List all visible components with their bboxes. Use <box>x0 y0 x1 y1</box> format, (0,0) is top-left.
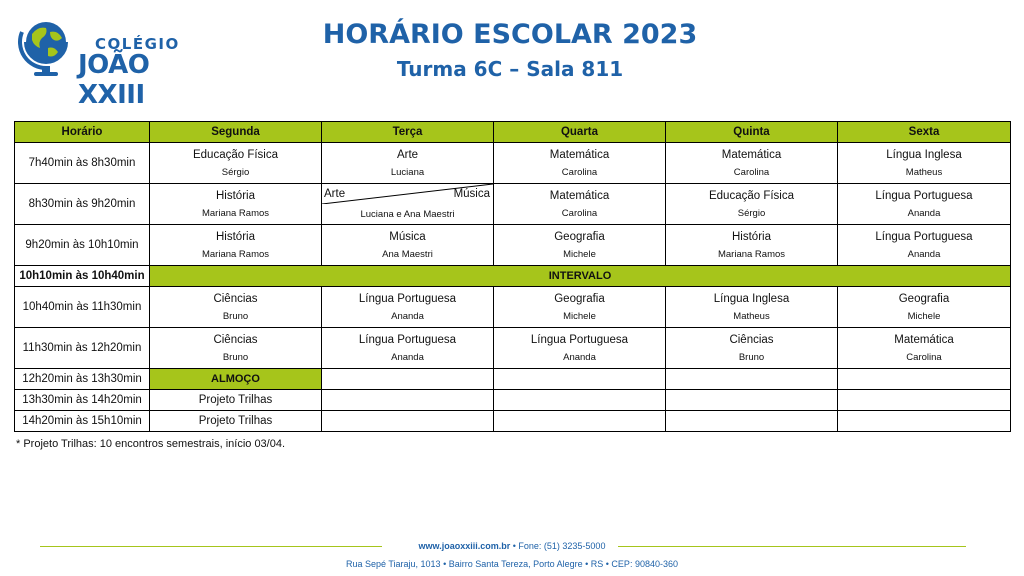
time-cell: 11h30min às 12h20min <box>15 328 150 369</box>
subject-name: Música <box>389 230 426 243</box>
lesson-cell <box>838 287 1011 328</box>
table-row <box>15 143 1011 184</box>
empty-cell <box>494 390 666 411</box>
lesson-cell <box>322 143 494 184</box>
teacher-name: Bruno <box>738 351 765 363</box>
lesson-cell <box>666 225 838 266</box>
lunch-label: ALMOÇO <box>150 369 322 390</box>
time-cell: 8h30min às 9h20min <box>15 184 150 225</box>
table-row <box>15 225 1011 266</box>
school-logo <box>18 12 218 110</box>
subject-name: Língua Portuguesa <box>358 333 457 346</box>
empty-cell <box>666 411 838 432</box>
lesson-cell <box>838 328 1011 369</box>
lesson-cell <box>494 184 666 225</box>
subject-name: Língua Portuguesa <box>875 189 973 202</box>
header-row <box>15 122 1011 143</box>
subject-name: Educação Física <box>708 189 794 202</box>
subject-name-right: Música <box>453 188 490 200</box>
empty-cell <box>322 390 494 411</box>
subject-name: Ciências <box>729 333 774 346</box>
empty-cell <box>322 411 494 432</box>
lesson-cell <box>494 225 666 266</box>
subject-name: Matemática <box>549 189 610 202</box>
empty-cell <box>666 369 838 390</box>
table-row <box>15 184 1011 225</box>
subject-name: Língua Inglesa <box>886 148 962 161</box>
logo-line-2: JOÃO XXIII <box>78 50 150 110</box>
subject-name: Língua Portuguesa <box>358 292 457 305</box>
teacher-name: Mariana Ramos <box>201 248 270 260</box>
time-cell: 13h30min às 14h20min <box>15 390 150 411</box>
lesson-cell <box>322 287 494 328</box>
lunch-row <box>15 369 1011 390</box>
subject-name: Língua Inglesa <box>713 292 790 305</box>
lesson-cell <box>322 225 494 266</box>
lesson-cell <box>494 143 666 184</box>
page-title: HORÁRIO ESCOLAR 2023 <box>322 19 698 50</box>
footer-phone: • Fone: (51) 3235-5000 <box>510 541 606 551</box>
time-cell: 10h40min às 11h30min <box>15 287 150 328</box>
teacher-name: Michele <box>563 248 596 260</box>
subject-name: Arte <box>396 148 419 161</box>
lesson-cell <box>666 328 838 369</box>
column-header-horario: Horário <box>15 122 150 143</box>
page-subtitle: Turma 6C – Sala 811 <box>396 57 624 81</box>
teacher-name: Bruno <box>222 310 249 322</box>
break-label: INTERVALO <box>150 266 1011 287</box>
lesson-cell <box>838 184 1011 225</box>
teacher-name: Luciana <box>390 166 425 178</box>
subject-name: Matemática <box>549 148 610 161</box>
lesson-cell <box>494 328 666 369</box>
empty-cell <box>666 390 838 411</box>
column-header-sexta: Sexta <box>838 122 1011 143</box>
empty-cell <box>494 411 666 432</box>
teacher-name: Carolina <box>561 207 598 219</box>
split-lesson-cell <box>322 184 494 225</box>
lesson-cell <box>838 143 1011 184</box>
lesson-cell <box>666 143 838 184</box>
teacher-name: Ananda <box>391 351 424 363</box>
lesson-cell <box>150 143 322 184</box>
time-cell: 9h20min às 10h10min <box>15 225 150 266</box>
subject-name: História <box>732 230 771 243</box>
lesson-cell <box>838 225 1011 266</box>
table-row <box>15 328 1011 369</box>
teacher-name: Sérgio <box>221 166 250 178</box>
teacher-name: Carolina <box>733 166 770 178</box>
subject-name: Educação Física <box>192 148 278 161</box>
project-cell: Projeto Trilhas <box>150 411 322 432</box>
teacher-name: Ananda <box>907 248 941 260</box>
break-row <box>15 266 1011 287</box>
empty-cell <box>494 369 666 390</box>
empty-cell <box>838 390 1011 411</box>
subject-name: Geografia <box>554 292 605 305</box>
teacher-name: Matheus <box>905 166 943 178</box>
column-header-segunda: Segunda <box>150 122 322 143</box>
footer-website[interactable]: www.joaoxxiii.com.br <box>418 541 511 551</box>
subject-name: Matemática <box>721 148 782 161</box>
time-cell: 12h20min às 13h30min <box>15 369 150 390</box>
footnote: * Projeto Trilhas: 10 encontros semestrais, início 03/04. <box>16 438 286 450</box>
teacher-name: Sérgio <box>737 207 766 219</box>
lesson-cell <box>322 328 494 369</box>
teacher-name: Mariana Ramos <box>201 207 270 219</box>
lesson-cell <box>150 287 322 328</box>
column-header-quarta: Quarta <box>494 122 666 143</box>
lesson-cell <box>666 184 838 225</box>
table-row <box>15 390 1011 411</box>
teacher-name: Michele <box>563 310 596 322</box>
subject-name: História <box>216 189 255 202</box>
globe-icon <box>18 12 80 78</box>
lesson-cell <box>150 184 322 225</box>
teacher-name: Matheus <box>733 310 770 322</box>
teacher-name: Ana Maestri <box>382 248 433 260</box>
lesson-cell <box>494 287 666 328</box>
project-cell: Projeto Trilhas <box>150 390 322 411</box>
time-cell: 10h10min às 10h40min <box>15 266 150 287</box>
teacher-name: Ananda <box>907 207 941 219</box>
lesson-cell <box>150 328 322 369</box>
table-row <box>15 411 1011 432</box>
lesson-cell <box>666 287 838 328</box>
teacher-name: Carolina <box>561 166 598 178</box>
time-cell: 14h20min às 15h10min <box>15 411 150 432</box>
subject-name: Matemática <box>894 333 954 346</box>
teacher-name: Ananda <box>391 310 424 322</box>
schedule-table <box>14 121 1011 432</box>
subject-name-left: Arte <box>324 188 346 200</box>
logo-line-1: COLÉGIO <box>95 35 180 53</box>
empty-cell <box>838 411 1011 432</box>
lesson-cell <box>150 225 322 266</box>
subject-name: Geografia <box>898 292 950 305</box>
teacher-name: Carolina <box>906 351 942 363</box>
time-cell: 7h40min às 8h30min <box>15 143 150 184</box>
teacher-name: Ananda <box>563 351 596 363</box>
teacher-name: Mariana Ramos <box>717 248 786 260</box>
footer-address: Rua Sepé Tiaraju, 1013 • Bairro Santa Tereza, Porto Alegre • RS • CEP: 90840-360 <box>346 559 678 569</box>
empty-cell <box>838 369 1011 390</box>
subject-name: História <box>216 230 255 243</box>
teacher-name: Michele <box>907 310 941 322</box>
subject-name: Ciências <box>213 333 258 346</box>
teacher-name: Luciana e Ana Maestri <box>360 209 455 220</box>
footer-contact <box>0 541 1024 551</box>
column-header-terca: Terça <box>322 122 494 143</box>
subject-name: Ciências <box>213 292 258 305</box>
subject-name: Língua Portuguesa <box>530 333 629 346</box>
subject-name: Geografia <box>554 230 605 243</box>
subject-name: Língua Portuguesa <box>875 230 973 243</box>
column-header-quinta: Quinta <box>666 122 838 143</box>
table-row <box>15 287 1011 328</box>
empty-cell <box>322 369 494 390</box>
teacher-name: Bruno <box>222 351 249 363</box>
